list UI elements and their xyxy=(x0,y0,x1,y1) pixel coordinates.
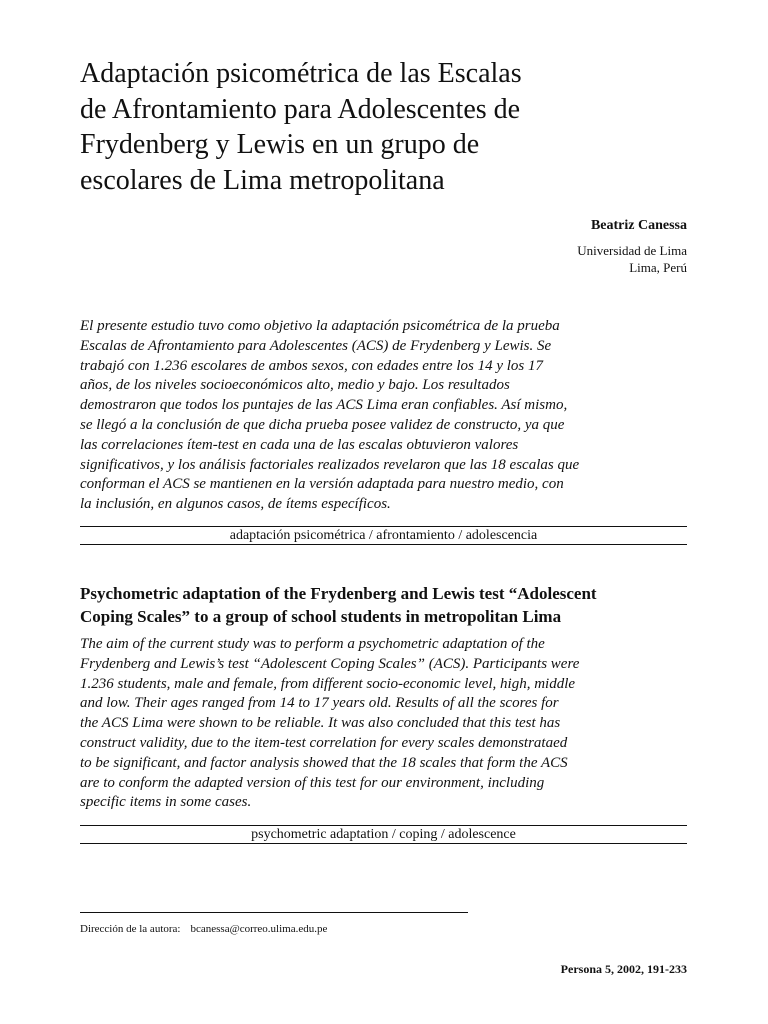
keywords-english: psychometric adaptation / coping / adolescence xyxy=(80,825,687,844)
title-line: Adaptación psicométrica de las Escalas xyxy=(80,58,522,89)
footnote-divider xyxy=(80,912,468,913)
english-title xyxy=(80,583,687,628)
abstract-line: Frydenberg and Lewis’s test “Adolescent Coping Scales” (ACS). Participants were xyxy=(80,655,580,672)
abstract-line: construct validity, due to the item-test correlation for every scales demonstrataed xyxy=(80,734,568,751)
article-title xyxy=(80,56,640,198)
author-address-footnote xyxy=(80,922,327,936)
abstract-line: El presente estudio tuvo como objetivo la adaptación psicométrica de la prueba xyxy=(80,318,560,334)
abstract-line: conforman el ACS se mantienen en la versión adaptada para nuestro medio, con xyxy=(80,476,564,493)
abstract-line: la inclusión, en algunos casos, de ítems específicos. xyxy=(80,496,391,513)
author-name: Beatriz Canessa xyxy=(590,218,687,233)
abstract-line: Escalas de Afrontamiento para Adolescentes (ACS) de Frydenberg y Lewis. Se xyxy=(80,337,552,354)
abstract-line: 1.236 students, male and female, from different socio-economic level, high, middle xyxy=(80,675,576,692)
title-line: de Afrontamiento para Adolescentes de xyxy=(80,93,521,125)
keywords-spanish: adaptación psicométrica / afrontamiento / adolescencia xyxy=(80,526,687,545)
abstract-spanish xyxy=(80,317,687,515)
english-title-line: Psychometric adaptation of the Frydenberg and Lewis test “Adolescent xyxy=(80,584,597,603)
english-title-line: Coping Scales” to a group of school students in metropolitan Lima xyxy=(80,606,562,626)
abstract-line: the ACS Lima were shown to be reliable. It was also concluded that this test has xyxy=(80,715,561,732)
author-block xyxy=(577,217,687,276)
author-affiliation xyxy=(577,242,687,276)
abstract-line: años, de los niveles socioeconómicos alto, medio y bajo. Los resultados xyxy=(80,377,510,394)
abstract-line: are to conform the adapted version of this test for our environment, including xyxy=(80,774,545,791)
title-line: escolares de Lima metropolitana xyxy=(80,164,445,196)
affiliation-line: Lima, Perú xyxy=(629,260,687,275)
footnote-label: Dirección de la autora: xyxy=(80,923,181,935)
abstract-line: to be significant, and factor analysis showed that the 18 scales that form the ACS xyxy=(80,754,568,771)
abstract-line: specific items in some cases. xyxy=(80,794,252,811)
abstract-line: The aim of the current study was to perform a psychometric adaptation of the xyxy=(80,636,545,652)
abstract-english xyxy=(80,635,687,813)
journal-citation: Persona 5, 2002, 191-233 xyxy=(560,962,687,976)
abstract-line: se llegó a la conclusión de que dicha prueba posee validez de constructo, ya que xyxy=(80,416,565,433)
abstract-line: trabajó con 1.236 escolares de ambos sexos, con edades entre los 14 y los 17 xyxy=(80,357,543,374)
title-line: Frydenberg y Lewis en un grupo de xyxy=(80,129,480,160)
abstract-line: las correlaciones ítem-test en cada una de las escalas obtuvieron valores xyxy=(80,436,519,453)
affiliation-line: Universidad de Lima xyxy=(577,243,687,258)
article-page xyxy=(80,0,687,1024)
author-email-link[interactable]: bcanessa@correo.ulima.edu.pe xyxy=(190,923,328,935)
abstract-line: and low. Their ages ranged from 14 to 17 years old. Results of all the scores for xyxy=(80,695,559,712)
abstract-line: significativos, y los análisis factoriales realizados revelaron que las 18 escalas que xyxy=(80,456,580,473)
abstract-line: demostraron que todos los puntajes de las ACS Lima eran confiables. Así mismo, xyxy=(80,397,568,414)
